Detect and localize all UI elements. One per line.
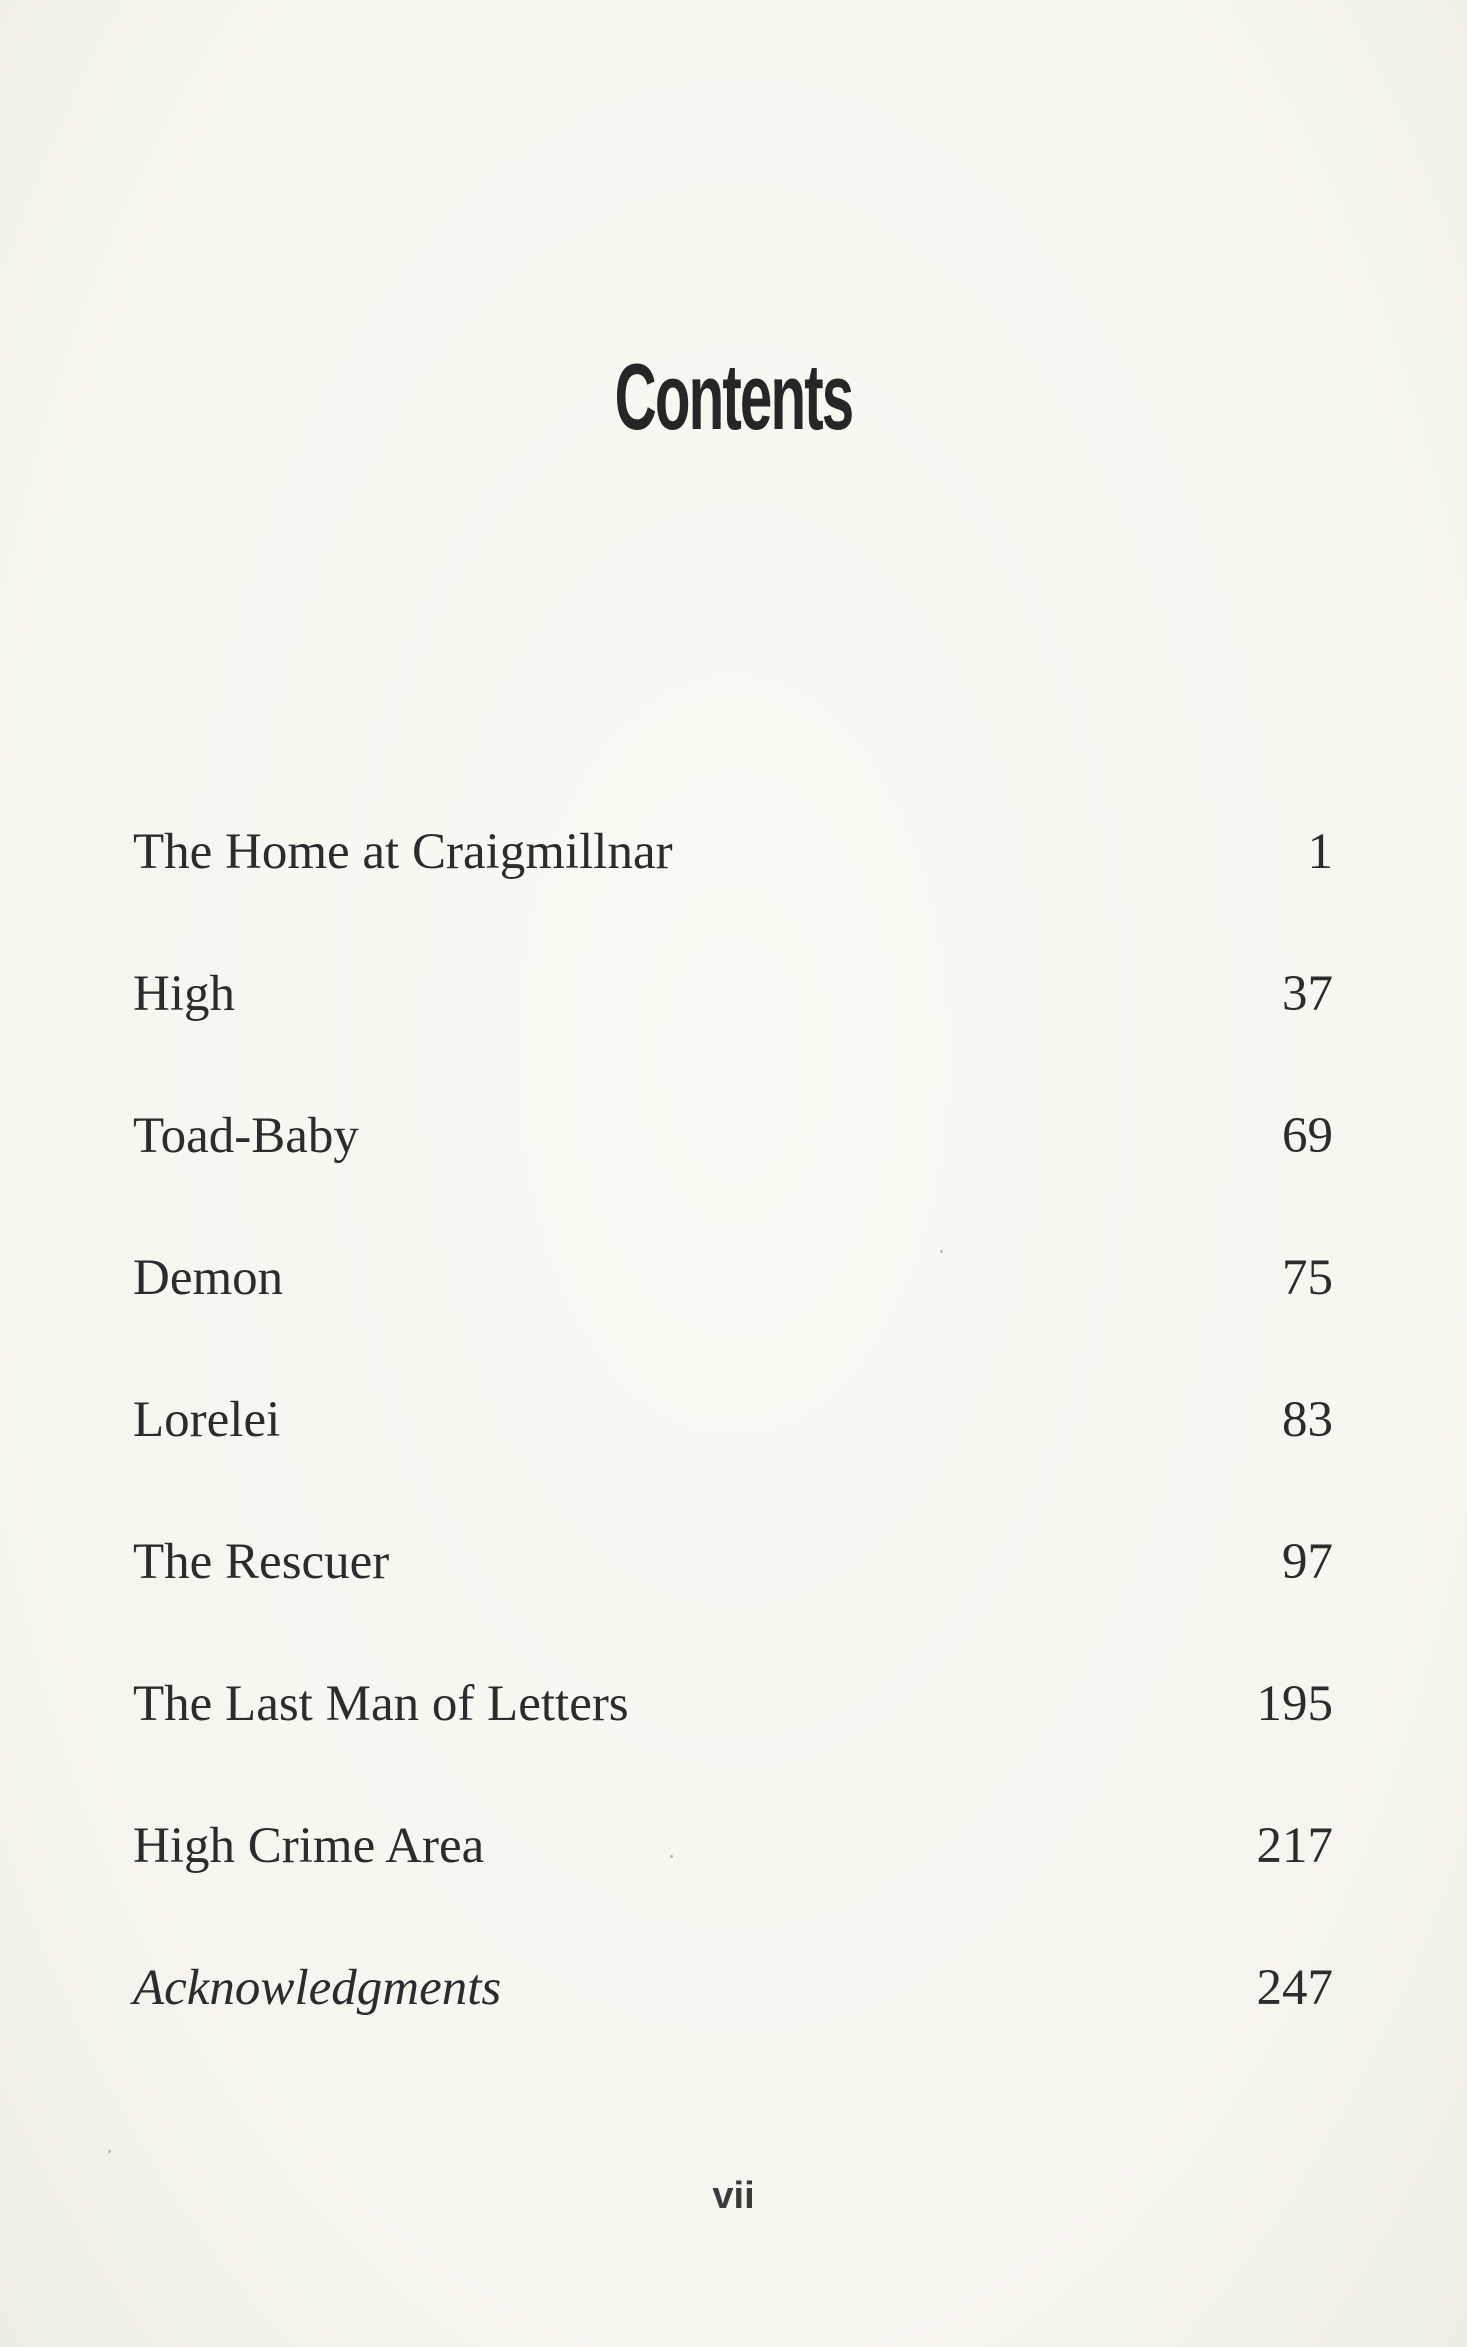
toc-entry-title: High Crime Area (133, 1818, 485, 1874)
toc-entry-title: The Last Man of Letters (133, 1676, 629, 1732)
toc-entry-page: 195 (1256, 1676, 1333, 1732)
toc-entry (133, 1657, 1333, 1799)
toc-entry-page: 75 (1282, 1250, 1333, 1306)
toc-entry-page: 217 (1256, 1818, 1333, 1874)
toc-entry-title: Lorelei (133, 1392, 281, 1448)
paper-speck (940, 1250, 943, 1253)
toc-entry (133, 947, 1333, 1089)
toc-entry-page: 69 (1282, 1108, 1333, 1164)
toc-entry-title: Acknowledgments (133, 1960, 502, 2016)
toc-entry (133, 1941, 1333, 2083)
toc-entry (133, 1799, 1333, 1941)
table-of-contents (133, 805, 1333, 2083)
toc-entry-title: High (133, 966, 235, 1022)
toc-entry-title: Demon (133, 1250, 284, 1306)
toc-entry (133, 1089, 1333, 1231)
paper-speck (670, 1855, 673, 1858)
page-title: Contents (614, 344, 853, 449)
toc-entry (133, 1373, 1333, 1515)
toc-entry (133, 805, 1333, 947)
toc-entry-page: 247 (1256, 1960, 1333, 2016)
toc-entry (133, 1515, 1333, 1657)
toc-entry-title: The Rescuer (133, 1534, 390, 1590)
toc-entry-title: The Home at Craigmillnar (133, 824, 673, 880)
toc-entry-page: 37 (1282, 966, 1333, 1022)
toc-entry-page: 83 (1282, 1392, 1333, 1448)
page-number: vii (712, 2175, 755, 2217)
toc-entry-page: 97 (1282, 1534, 1333, 1590)
paper-speck (108, 2150, 111, 2153)
toc-entry-title: Toad-Baby (133, 1108, 359, 1164)
toc-entry (133, 1231, 1333, 1373)
toc-entry-page: 1 (1307, 824, 1333, 880)
